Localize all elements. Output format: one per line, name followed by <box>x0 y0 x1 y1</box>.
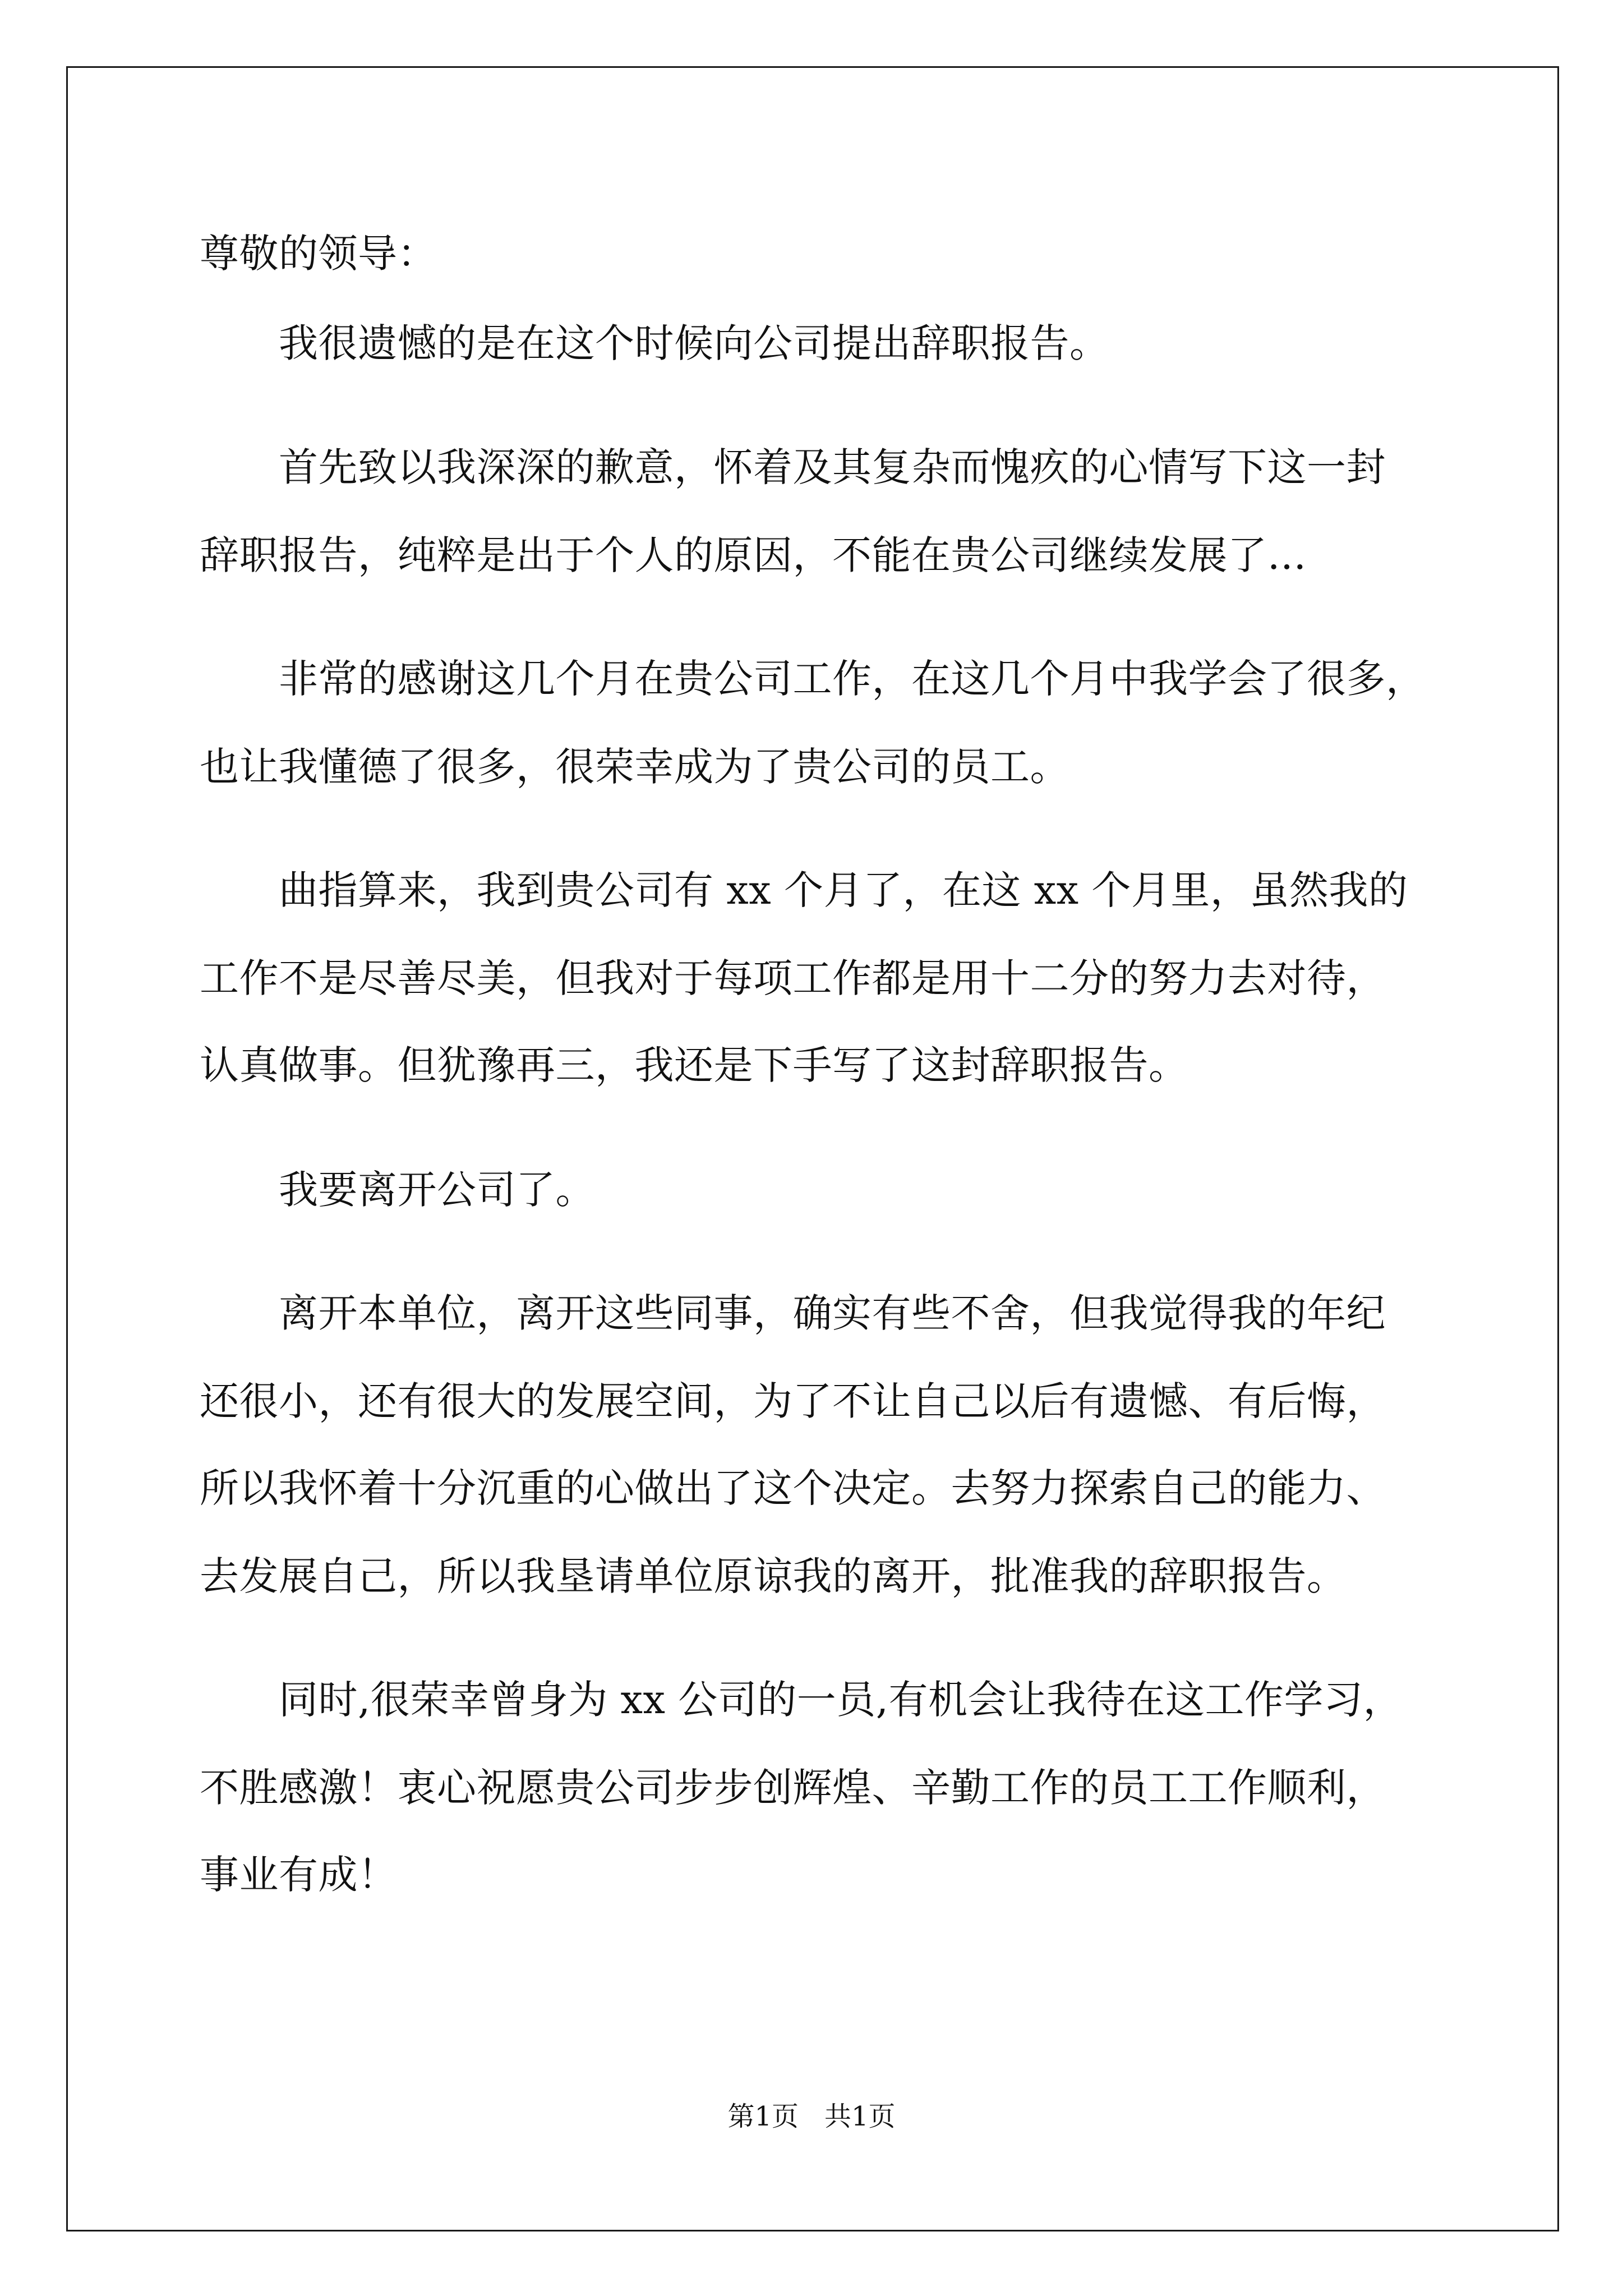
page-number: 第1页 <box>727 2101 799 2132</box>
letter-line: 也让我懂德了很多，很荣幸成为了贵公司的员工。 <box>200 744 1069 790</box>
page-border <box>66 66 1559 2231</box>
letter-line: 同时,很荣幸曾身为 xx 公司的一员,有机会让我待在这工作学习， <box>200 1677 1403 1723</box>
letter-line: 我很遗憾的是在这个时候向公司提出辞职报告。 <box>200 320 1109 366</box>
letter-line: 工作不是尽善尽美，但我对于每项工作都是用十二分的努力去对待， <box>200 955 1386 1001</box>
letter-line: 还很小，还有很大的发展空间，为了不让自己以后有遗憾、有后悔， <box>200 1378 1386 1424</box>
letter-line: 我要离开公司了。 <box>200 1167 595 1213</box>
letter-line: 认真做事。但犹豫再三，我还是下手写了这封辞职报告。 <box>200 1042 1188 1088</box>
letter-line: 事业有成！ <box>200 1852 398 1898</box>
letter-line: 首先致以我深深的歉意，怀着及其复杂而愧疚的心情写下这一封 <box>200 444 1386 490</box>
letter-line: 去发展自己，所以我垦请单位原谅我的离开，批准我的辞职报告。 <box>200 1553 1347 1599</box>
letter-line: 所以我怀着十分沉重的心做出了这个决定。去努力探索自己的能力、 <box>200 1465 1386 1511</box>
letter-line: 不胜感激！衷心祝愿贵公司步步创辉煌、辛勤工作的员工工作顺利， <box>200 1765 1386 1811</box>
letter-line: 辞职报告，纯粹是出于个人的原因，不能在贵公司继续发展了… <box>200 532 1307 578</box>
letter-line: 离开本单位，离开这些同事，确实有些不舍，但我觉得我的年纪 <box>200 1290 1386 1336</box>
page-footer <box>0 2100 1623 2133</box>
letter-line: 曲指算来，我到贵公司有 xx 个月了，在这 xx 个月里，虽然我的 <box>200 867 1408 913</box>
salutation: 尊敬的领导： <box>200 231 437 277</box>
letter-line: 非常的感谢这几个月在贵公司工作，在这几个月中我学会了很多， <box>200 656 1426 702</box>
page-total: 共1页 <box>824 2101 896 2132</box>
